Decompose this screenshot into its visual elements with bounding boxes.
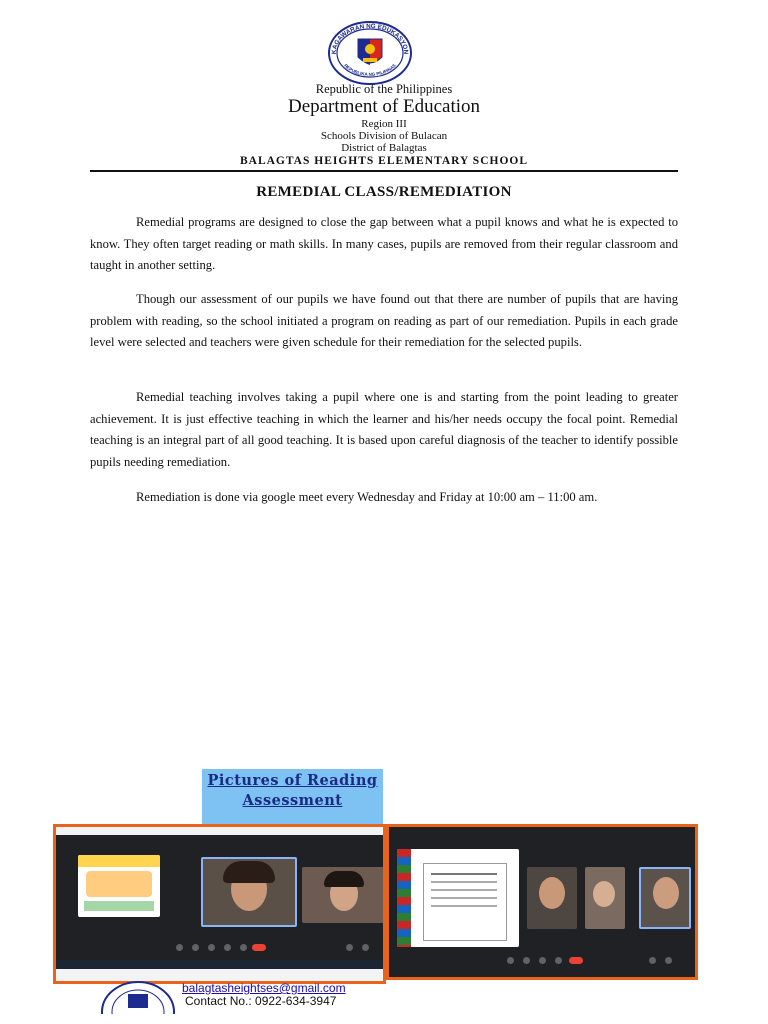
school-name: BALAGTAS HEIGHTS ELEMENTARY SCHOOL	[239, 155, 529, 167]
pictures-caption: Pictures of Reading Assessment	[207, 772, 378, 809]
republic-line: Republic of the Philippines	[315, 82, 453, 96]
meet-control-bar	[56, 937, 383, 959]
document-title: REMEDIAL CLASS/REMEDIATION	[256, 184, 512, 200]
contact-number: Contact No.: 0922-634-3947	[185, 994, 337, 1008]
pictures-caption-box	[202, 769, 383, 829]
participant-tile-4	[585, 867, 625, 929]
participant-tile-1	[201, 857, 297, 927]
school-seal-logo	[98, 978, 178, 1014]
division-line: Schools Division of Bulacan	[320, 130, 448, 142]
seal-bottom-text: REPUBLIKA NG PILIPINAS	[343, 62, 397, 77]
meet-screenshot-1	[53, 824, 386, 984]
meet-control-bar-2	[389, 949, 695, 971]
school-email-link[interactable]: balagtasheightses@gmail.com	[182, 981, 346, 995]
region-line: Region III	[361, 118, 407, 130]
meet-screenshot-2	[386, 824, 698, 980]
department-name: Department of Education	[287, 96, 481, 117]
presentation-tile	[78, 855, 160, 917]
presenting-bar	[389, 827, 695, 841]
participant-tile-2	[302, 867, 384, 923]
shared-document-tile	[397, 849, 519, 947]
paragraph-2: Though our assessment of our pupils we have found out that there are number of pupils that are having problem with reading, so the school initiated a program on reading as part of our remediation. Pupils in each grade level were selected and teachers were given schedule for their remediation for the selected pupils.	[90, 292, 678, 350]
paragraph-1: Remedial programs are designed to close the gap between what a pupil knows and what he is expected to know. They often target reading or math skills. In many cases, pupils are removed from their regular classroom and taught in another setting.	[90, 215, 678, 273]
paragraph-3: Remedial teaching involves taking a pupil where one is and starting from the point leading to greater achievement. It is just effective teaching in which the learner and his/her needs occupy the focal point. Remedial teaching is an integral part of all good teaching. It is based upon careful diagnosis of the teacher to identify possible pupils needing remediation.	[90, 390, 678, 470]
paragraph-4: Remediation is done via google meet every Wednesday and Friday at 10:00 am – 11:00 am.	[136, 490, 598, 504]
browser-warning-bar	[56, 827, 383, 835]
windows-taskbar	[56, 960, 383, 969]
district-line: District of Balagtas	[341, 142, 427, 154]
deped-seal-logo	[327, 21, 413, 85]
header-divider	[90, 170, 678, 172]
seal-top-text: KAGAWARAN NG EDUKASYON	[330, 22, 410, 55]
participant-tile-5	[639, 867, 691, 929]
participant-tile-3	[527, 867, 577, 929]
